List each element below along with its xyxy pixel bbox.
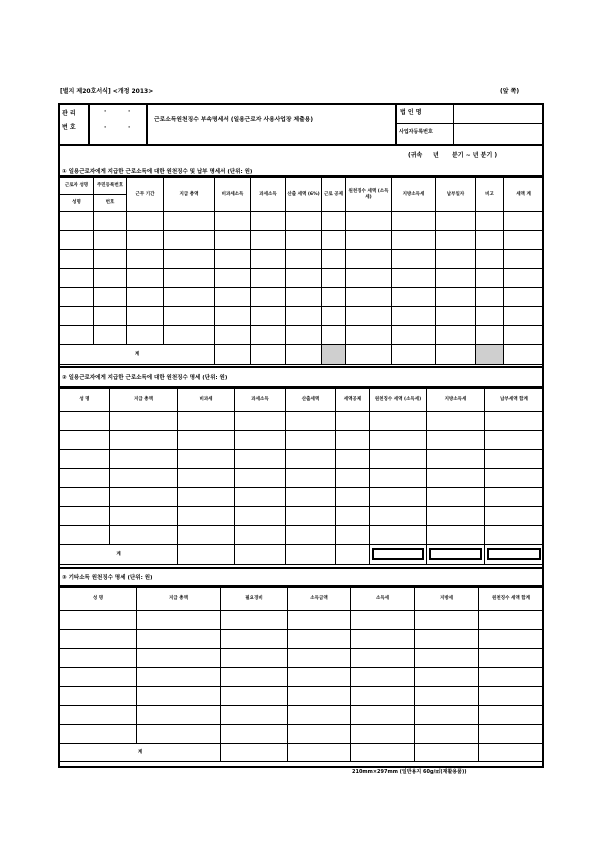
s3-h-income: 소득금액 [288,588,351,611]
corp-name-label: 법 인 명 [400,109,422,116]
s3-h-income-tax: 소득세 [351,588,415,611]
mgmt-label-1: 관 리 [62,110,76,117]
s3-h-name: 성 명 [60,588,137,611]
table-row[interactable] [60,469,544,488]
table-row[interactable] [60,250,544,269]
section3-table [59,587,544,762]
period-label: (귀속 [408,152,423,159]
page-mark: (앞 쪽) [500,88,520,95]
s1-h-deduction: 근로 공제 [322,178,346,212]
section1-title: ① 일용근로자에게 지급한 근로소득에 대한 원천징수 및 납부 명세서 (단위: 원) [62,169,253,175]
mgmt-dot-1: · [104,108,107,115]
s1-h-pay-date: 납부일자 [436,178,476,212]
section3-total-row [60,744,544,762]
s2-h-local-tax: 지방소득세 [427,389,485,412]
section2-title: ② 일용근로자에게 지급한 근로소득에 대한 원천징수 명세 (단위: 원) [62,375,228,381]
s3-h-local-tax: 지방세 [415,588,479,611]
table-row[interactable] [60,450,544,469]
table-row[interactable] [60,649,544,668]
s3-h-withheld-sum: 원천징수 세액 합계 [479,588,544,611]
mgmt-dot-4: · [128,124,131,131]
table-row[interactable] [60,288,544,307]
table-row[interactable] [60,611,544,630]
s2-total-withheld[interactable] [370,545,427,565]
s1-h-local-tax: 지방소득세 [392,178,436,212]
table-row[interactable] [60,725,544,744]
s3-total-label: 계 [60,744,221,762]
table-row[interactable] [60,307,544,326]
mgmt-dot-2: · [128,108,131,115]
s2-h-credit: 세액공제 [336,389,370,412]
s3-h-expense: 필요경비 [221,588,288,611]
s3-h-total-pay: 지급 총액 [137,588,221,611]
s2-h-taxable: 과세소득 [235,389,286,412]
biz-no-label: 사업자등록번호 [399,129,433,135]
table-row[interactable] [60,269,544,288]
table-row[interactable] [60,687,544,706]
period-year: 년 [433,152,439,159]
table-row[interactable] [60,212,544,231]
section2-body [60,412,544,565]
table-row[interactable] [60,412,544,431]
table-row[interactable] [60,630,544,649]
period-range: 분기 ~ 년 분기 ) [452,152,498,159]
s1-h-note: 비고 [476,178,504,212]
s2-total-sum[interactable] [485,545,544,565]
s2-h-pay-sum: 납부세액 합계 [485,389,544,412]
s1-h-calc-tax: 산출 세액 (6%) [286,178,322,212]
section3-title: ③ 기타소득 원천징수 명세 (단위: 원) [62,575,153,581]
table-row[interactable] [60,488,544,507]
s1-h-tax-sum: 세액 계 [504,178,544,212]
section2-total-row [60,545,544,565]
table-row[interactable] [60,431,544,450]
s1-h-withheld: 원천징수 세액 (소득세) [346,178,392,212]
s1-h-rrn: 주민등록번호 번호 [94,178,127,212]
section1-body [60,212,544,365]
form-id: [별지 제20호서식] <개정 2013> [60,88,154,95]
table-row[interactable] [60,526,544,545]
s1-h-period: 근무 기간 [127,178,164,212]
table-row[interactable] [60,231,544,250]
s1-h-total-pay: 지급 총액 [164,178,215,212]
header-block [58,103,544,146]
table-row[interactable] [60,706,544,725]
s2-h-calc-tax: 산출세액 [286,389,336,412]
table-row[interactable] [60,326,544,345]
s1-total-label: 계 [60,345,215,365]
section1-total-row [60,345,544,365]
s2-h-nontax: 비과세 [178,389,235,412]
mgmt-dot-3: · [104,124,107,131]
section2-table [59,388,544,565]
biz-no-field[interactable] [456,125,542,141]
s2-h-name: 성 명 [60,389,110,412]
table-row[interactable] [60,507,544,526]
s2-total-local[interactable] [427,545,485,565]
s1-h-nontax: 비과세소득 [215,178,251,212]
s2-total-label: 계 [60,545,178,565]
mgmt-label-2: 번 호 [62,124,76,131]
table-row[interactable] [60,668,544,687]
footer-note: 210mm×297mm (일반용지 60g/㎡(재활용품)) [352,769,467,775]
section3-body [60,611,544,762]
section1-table [59,177,544,365]
s2-h-total-pay: 지급 총액 [110,389,178,412]
s1-h-taxable: 과세소득 [251,178,286,212]
s2-h-withheld: 원천징수 세액 (소득세) [370,389,427,412]
form-title: 근로소득원천징수 부속명세서 (일용근로자 사용사업장 제출용) [154,117,313,123]
s1-h-name: 근로자 성명 성명 [60,178,94,212]
corp-name-field[interactable] [456,105,542,121]
